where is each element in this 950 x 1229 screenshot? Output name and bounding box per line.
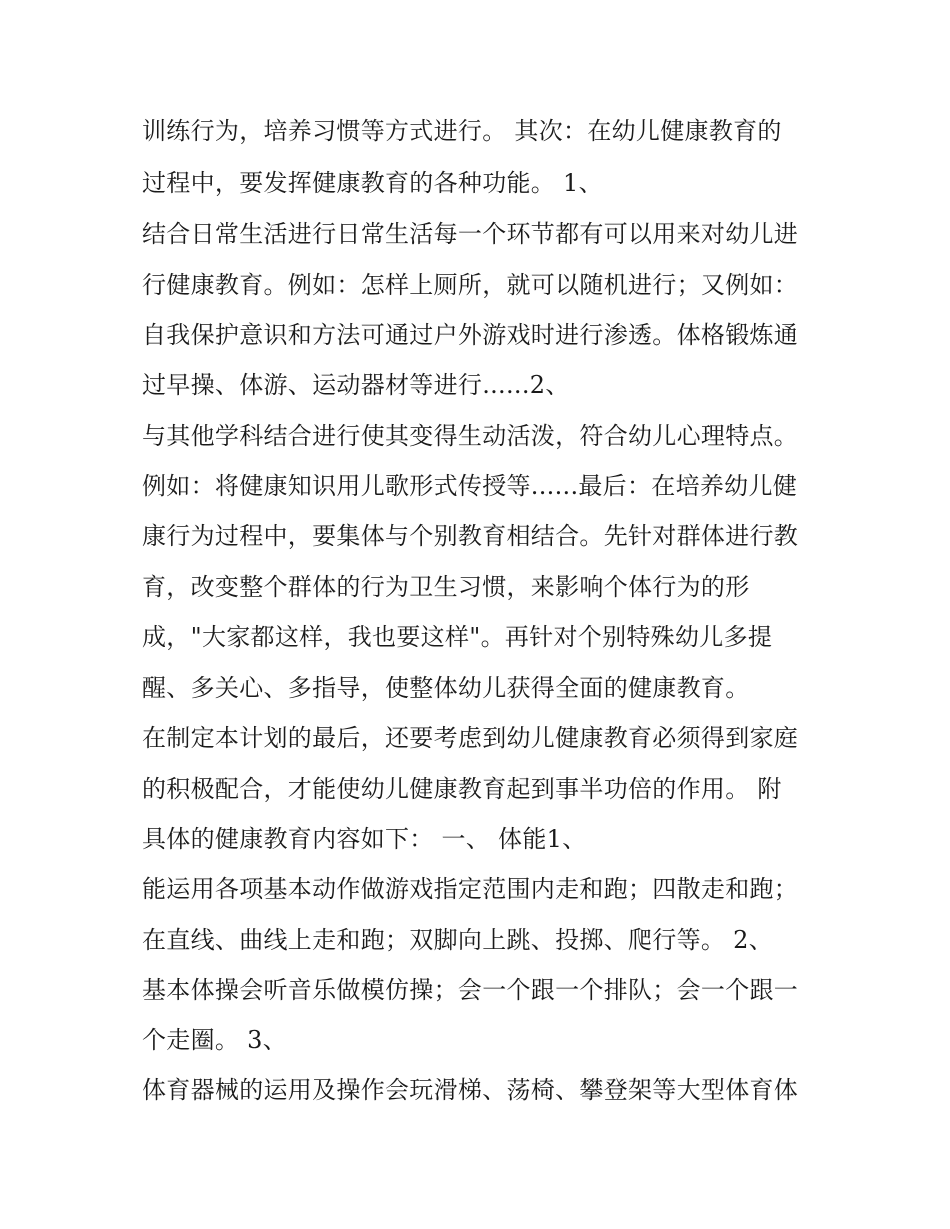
text-line: 结合日常生活进行日常生活每一个环节都有可以用来对幼儿进 xyxy=(142,220,799,248)
text-line: 具体的健康教育内容如下： 一、 体能1、 xyxy=(142,825,587,853)
text-line: 例如：将健康知识用儿歌形式传授等......最后：在培养幼儿健 xyxy=(142,472,798,500)
text-line: 自我保护意识和方法可通过户外游戏时进行渗透。体格锻炼通 xyxy=(142,321,799,349)
text-line: 能运用各项基本动作做游戏指定范围内走和跑；四散走和跑； xyxy=(142,875,799,903)
text-line: 过早操、体游、运动器材等进行......2、 xyxy=(142,371,570,399)
text-line: 过程中，要发挥健康教育的各种功能。 1、 xyxy=(142,169,603,197)
text-line: 个走圈。 3、 xyxy=(142,1026,287,1054)
text-line: 成，"大家都这样，我也要这样"。再针对个别特殊幼儿多提 xyxy=(142,623,773,651)
text-line: 在直线、曲线上走和跑；双脚向上跳、投掷、爬行等。 2、 xyxy=(142,926,773,954)
text-line: 基本体操会听音乐做模仿操；会一个跟一个排队；会一个跟一 xyxy=(142,976,799,1004)
text-line: 与其他学科结合进行使其变得生动活泼，符合幼儿心理特点。 xyxy=(142,422,799,450)
text-line: 行健康教育。例如：怎样上厕所，就可以随机进行；又例如： xyxy=(142,271,799,299)
text-line: 在制定本计划的最后，还要考虑到幼儿健康教育必须得到家庭 xyxy=(142,724,799,752)
text-line: 康行为过程中，要集体与个别教育相结合。先针对群体进行教 xyxy=(142,522,799,550)
text-line: 育，改变整个群体的行为卫生习惯，来影响个体行为的形 xyxy=(142,573,750,601)
text-line: 体育器械的运用及操作会玩滑梯、荡椅、攀登架等大型体育体 xyxy=(142,1076,799,1104)
text-line: 的积极配合，才能使幼儿健康教育起到事半功倍的作用。 附 xyxy=(142,775,782,803)
text-line: 训练行为，培养习惯等方式进行。 其次：在幼儿健康教育的 xyxy=(142,117,782,145)
text-line: 醒、多关心、多指导，使整体幼儿获得全面的健康教育。 xyxy=(142,674,750,702)
